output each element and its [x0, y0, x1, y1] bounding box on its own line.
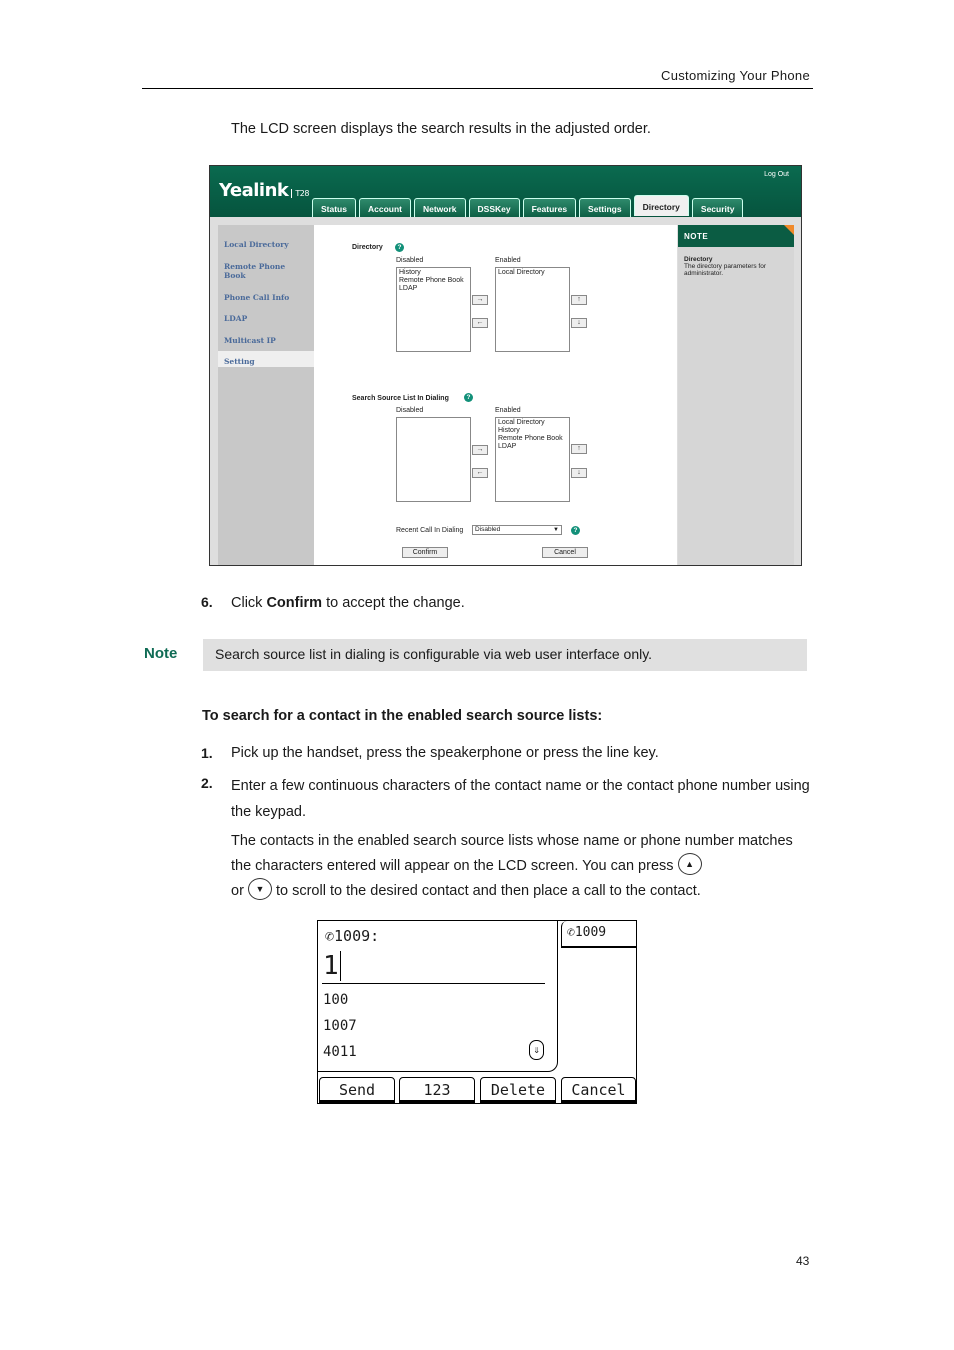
list-item[interactable]: History: [399, 269, 421, 276]
note-box: Search source list in dialing is configurable via web user interface only.: [203, 639, 807, 671]
input-underline: [322, 983, 545, 984]
chevron-down-icon: ▼: [553, 527, 559, 533]
list-item[interactable]: Local Directory: [498, 419, 545, 426]
sidebar-item-phone-call-info[interactable]: Phone Call Info: [224, 293, 290, 302]
move-left-button[interactable]: ←: [472, 468, 488, 478]
step-2-text: Enter a few continuous characters of the contact name or the contact phone number using the keypad.: [231, 778, 810, 820]
page-number: 43: [796, 1254, 810, 1268]
list-item[interactable]: LDAP: [399, 285, 418, 292]
confirm-button[interactable]: Confirm: [402, 547, 448, 558]
sidebar-item-ldap[interactable]: LDAP: [224, 314, 248, 323]
delete-softkey[interactable]: Delete: [480, 1077, 556, 1103]
sidebar-item-local-directory[interactable]: Local Directory: [224, 240, 289, 249]
search-disabled-label: Disabled: [396, 407, 424, 414]
help-icon[interactable]: ?: [464, 393, 473, 402]
help-icon[interactable]: ?: [395, 243, 404, 252]
123-softkey[interactable]: 123: [399, 1077, 475, 1103]
step-number: 1.: [201, 745, 213, 761]
note-panel: [678, 225, 794, 565]
search-enabled-label: Enabled: [495, 407, 521, 414]
note-text: The directory parameters for administrator.: [684, 263, 767, 277]
tab-status[interactable]: Status: [312, 198, 356, 217]
recent-call-label: Recent Call In Dialing: [396, 527, 464, 534]
top-bar: [210, 166, 801, 217]
tab-security[interactable]: Security: [692, 198, 744, 217]
account-label: [561, 921, 637, 947]
step-number: 6.: [201, 594, 213, 610]
move-down-button[interactable]: ↓: [571, 468, 587, 478]
lcd-main-area: [318, 921, 558, 1072]
send-softkey[interactable]: Send: [319, 1077, 395, 1103]
note-title: NOTE: [678, 225, 794, 247]
directory-enabled-list[interactable]: [495, 267, 570, 352]
tab-account[interactable]: Account: [359, 198, 411, 217]
procedure-title: To search for a contact in the enabled search source lists:: [202, 708, 603, 724]
web-ui-screenshot: [209, 165, 802, 566]
header-rule: [142, 88, 813, 89]
list-item[interactable]: Remote Phone Book: [399, 277, 464, 284]
search-disabled-list[interactable]: [396, 417, 471, 502]
help-icon[interactable]: ?: [571, 526, 580, 535]
lcd-line-label: ✆1009:: [325, 927, 380, 945]
cancel-softkey[interactable]: Cancel: [561, 1077, 636, 1103]
list-item[interactable]: Remote Phone Book: [498, 435, 563, 442]
move-right-button[interactable]: →: [472, 445, 488, 455]
scroll-down-icon: ⇓: [529, 1040, 544, 1060]
phone-icon: ✆: [325, 927, 335, 945]
directory-enabled-label: Enabled: [495, 257, 521, 264]
down-key-icon: ▼: [248, 878, 272, 900]
result-item[interactable]: 100: [323, 992, 349, 1008]
list-item[interactable]: LDAP: [498, 443, 517, 450]
note-heading: Directory: [684, 256, 713, 263]
list-item[interactable]: Local Directory: [498, 269, 545, 276]
tab-bar: [312, 198, 743, 217]
scroll-paragraph: The contacts in the enabled search source lists whose name or phone number matches the characters entered will appear on the LCD screen. You can press ▲ or ▼ to scroll to the desired contact and then place a call to the contact.: [231, 833, 793, 899]
sidebar-item-setting[interactable]: Setting: [224, 357, 255, 366]
result-item[interactable]: 4011: [323, 1044, 357, 1060]
content-area: [210, 217, 801, 565]
move-right-button[interactable]: →: [472, 295, 488, 305]
tab-dsskey[interactable]: DSSKey: [469, 198, 520, 217]
phone-icon: ✆: [567, 925, 575, 940]
directory-disabled-list[interactable]: [396, 267, 471, 352]
note-label: Note: [144, 645, 178, 662]
sidebar-item-multicast-ip[interactable]: Multicast IP: [224, 336, 276, 345]
tab-features[interactable]: Features: [523, 198, 576, 217]
directory-disabled-label: Disabled: [396, 257, 424, 264]
logout-link[interactable]: Log Out: [764, 171, 789, 178]
step-number: 2.: [201, 775, 213, 791]
move-down-button[interactable]: ↓: [571, 318, 587, 328]
cancel-button[interactable]: Cancel: [542, 547, 588, 558]
account-text: ✆1009: [567, 925, 607, 940]
lcd-screen: [317, 920, 637, 1104]
tab-directory[interactable]: Directory: [634, 195, 689, 216]
move-up-button[interactable]: ↑: [571, 295, 587, 305]
sidebar-item-remote-phone-book[interactable]: Remote Phone Book: [224, 262, 286, 280]
search-enabled-list[interactable]: [495, 417, 570, 502]
result-item[interactable]: 1007: [323, 1018, 357, 1034]
tab-network[interactable]: Network: [414, 198, 466, 217]
main-panel: [314, 225, 677, 565]
directory-title: Directory: [352, 244, 383, 251]
up-key-icon: ▲: [678, 853, 702, 875]
tab-settings[interactable]: Settings: [579, 198, 631, 217]
running-header: Customizing Your Phone: [661, 68, 810, 83]
divider: [561, 947, 637, 948]
yealink-logo: Yealink T28: [219, 180, 309, 201]
note-body: [684, 256, 789, 277]
list-item[interactable]: History: [498, 427, 520, 434]
lcd-input: 1: [323, 951, 356, 981]
intro-text: The LCD screen displays the search results in the adjusted order.: [231, 121, 651, 137]
step-6-text: Click Confirm to accept the change.: [231, 595, 465, 611]
select-value: Disabled: [475, 526, 501, 533]
step-1-text: Pick up the handset, press the speakerphone or press the line key.: [231, 745, 659, 761]
move-left-button[interactable]: ←: [472, 318, 488, 328]
search-source-title: Search Source List In Dialing: [352, 395, 449, 402]
note-corner-icon: [784, 225, 794, 235]
move-up-button[interactable]: ↑: [571, 444, 587, 454]
recent-call-select[interactable]: [472, 525, 562, 535]
